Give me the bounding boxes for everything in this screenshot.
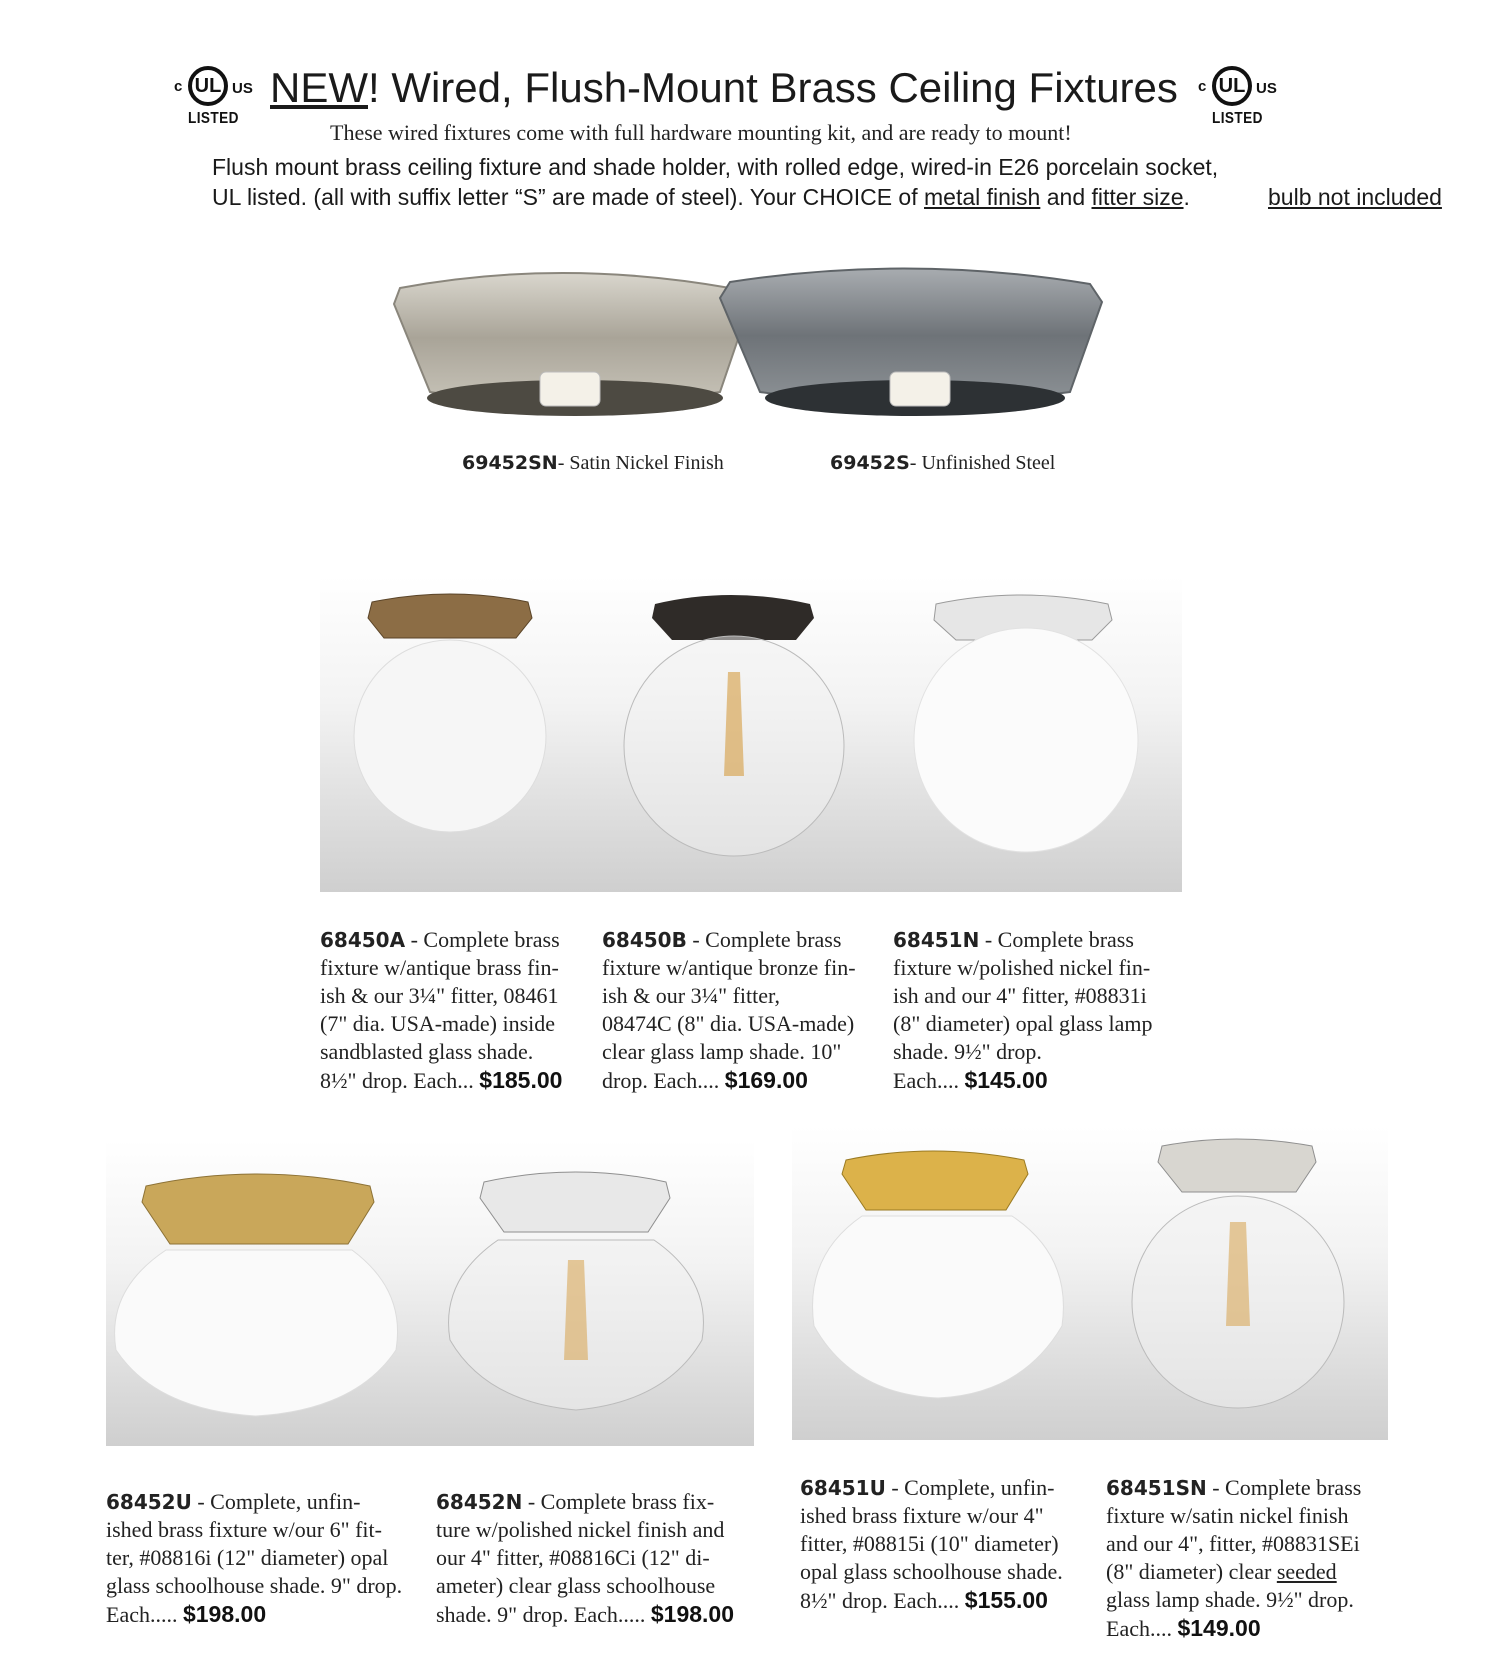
- fitter-size-link[interactable]: fitter size: [1091, 184, 1184, 210]
- product-price: $145.00: [964, 1067, 1048, 1093]
- product-price: $185.00: [479, 1067, 563, 1093]
- subtitle: These wired fixtures come with full hardware mounting kit, and are ready to mount!: [330, 120, 1072, 145]
- ul-us-mark: US: [232, 80, 253, 97]
- fitter-caption-satin-nickel: [462, 452, 724, 475]
- description-period: .: [1183, 184, 1190, 210]
- product-sku: 68452U: [106, 1490, 192, 1514]
- product-sku: 68451SN: [1106, 1476, 1207, 1500]
- product-description-cont: glass lamp shade. 9½" drop. Each....: [1106, 1587, 1354, 1641]
- product-sku: 68450B: [602, 928, 687, 952]
- product-description: - Complete brass fixture w/satin nickel finish and our 4", fitter, #08831SEi (8" diameter) clear: [1106, 1475, 1362, 1584]
- product-sku: 68451N: [893, 928, 980, 952]
- product-description: - Complete, unfin- ished brass fixture w/our 4" fitter, #08815i (10" diameter) opal glass schoolhouse shade. 8½" drop. Each....: [800, 1475, 1063, 1613]
- ul-listed-text: LISTED: [1212, 110, 1263, 127]
- description-text: UL listed. (all with suffix letter “S” are made of steel). Your CHOICE of: [212, 184, 925, 210]
- fitter-label: - Satin Nickel Finish: [557, 452, 724, 474]
- ul-circle-mark: UL: [188, 66, 228, 106]
- ul-listed-text: LISTED: [188, 110, 239, 127]
- product-price: $149.00: [1177, 1615, 1261, 1641]
- fitter-label: - Unfinished Steel: [909, 452, 1056, 474]
- description-line-2: [212, 182, 1190, 212]
- product-photo-row-2-left: [106, 1140, 754, 1446]
- row-2-right-fixtures-image: [792, 1126, 1388, 1440]
- product-68452U: [106, 1460, 426, 1629]
- fitter-sku: 69452S: [830, 452, 910, 474]
- fitter-caption-unfinished-steel: [830, 452, 1055, 475]
- product-photo-row-1: [320, 576, 1182, 892]
- product-68450A: [320, 898, 595, 1095]
- ul-listed-logo-right: [1198, 66, 1278, 132]
- fitter-photos: [390, 262, 1150, 452]
- product-description: - Complete, unfin- ished brass fixture w/our 6" fit- ter, #08816i (12" diameter) opal glass schoolhouse shade. 9" drop. Each.....: [106, 1489, 403, 1627]
- product-price: $198.00: [182, 1601, 267, 1627]
- seeded-link[interactable]: seeded: [1276, 1559, 1337, 1584]
- metal-finish-link[interactable]: metal finish: [924, 184, 1041, 210]
- ul-c-mark: c: [174, 78, 183, 95]
- description-and: and: [1040, 184, 1092, 210]
- product-68450B: [602, 898, 892, 1095]
- row-2-left-fixtures-image: [106, 1140, 754, 1446]
- product-price: $198.00: [650, 1601, 735, 1627]
- bulb-not-included-link[interactable]: bulb not included: [1268, 184, 1442, 210]
- product-68451N: [893, 898, 1183, 1095]
- page-title: [270, 64, 1178, 112]
- product-description: - Complete brass fixture w/polished nickel fin- ish and our 4" fitter, #08831i (8" diameter) opal glass lamp shade. 9½" drop. Each....: [893, 927, 1153, 1093]
- product-68451SN: [1106, 1446, 1406, 1643]
- ul-us-mark: US: [1256, 80, 1277, 97]
- description-line-1: Flush mount brass ceiling fixture and shade holder, with rolled edge, wired-in E26 porcelain socket,: [212, 154, 1219, 180]
- title-new: NEW: [270, 64, 368, 111]
- product-description: - Complete brass fix- ture w/polished nickel finish and our 4" fitter, #08816Ci (12" di- ameter) clear glass schoolhouse shade. 9" drop. Each.....: [436, 1489, 725, 1627]
- ul-listed-logo-left: [174, 66, 254, 132]
- product-sku: 68451U: [800, 1476, 886, 1500]
- product-sku: 68450A: [320, 928, 406, 952]
- fitters-image: [390, 262, 1150, 452]
- ul-c-mark: c: [1198, 78, 1207, 95]
- row-1-fixtures-image: [320, 576, 1182, 892]
- product-68451U: [800, 1446, 1100, 1615]
- product-photo-row-2-right: [792, 1126, 1388, 1440]
- product-price: $155.00: [964, 1587, 1048, 1613]
- fitter-sku: 69452SN: [462, 452, 558, 474]
- ul-circle-mark: UL: [1212, 66, 1252, 106]
- product-price: $169.00: [724, 1067, 808, 1093]
- product-sku: 68452N: [436, 1490, 523, 1514]
- product-68452N: [436, 1460, 766, 1629]
- product-description: - Complete brass fixture w/antique bronze fin- ish & our 3¼" fitter, 08474C (8" dia. USA-made) clear glass lamp shade. 10" drop. Each....: [602, 927, 856, 1093]
- product-description: - Complete brass fixture w/antique brass fin- ish & our 3¼" fitter, 08461 (7" dia. USA-made) inside sandblasted glass shade. 8½" drop. Each...: [320, 927, 560, 1093]
- title-rest: ! Wired, Flush-Mount Brass Ceiling Fixtures: [368, 64, 1178, 111]
